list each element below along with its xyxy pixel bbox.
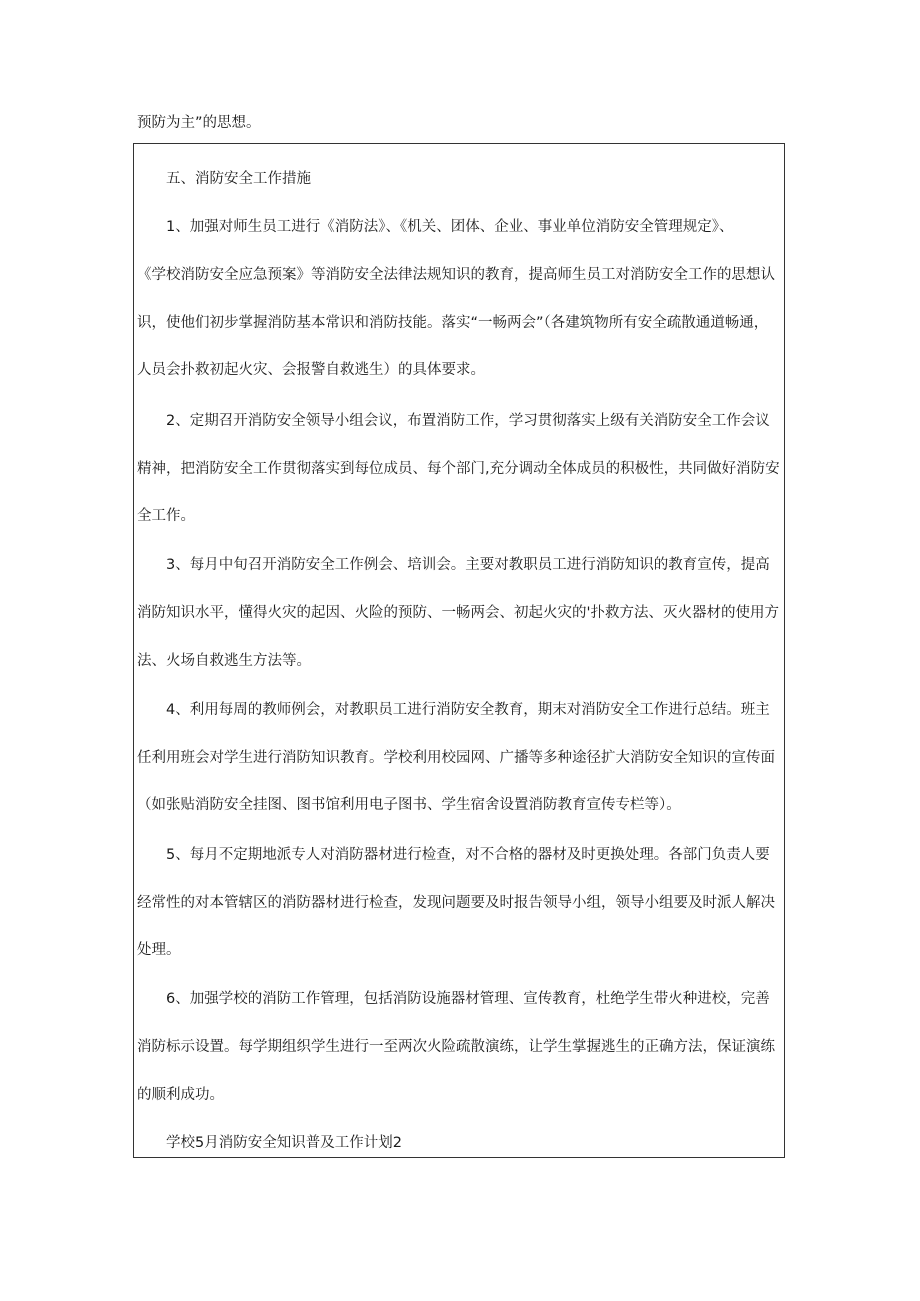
paragraph-3-line-1: 3、每月中旬召开消防安全工作例会、培训会。主要对教职员工进行消防知识的教育宣传，提高: [166, 557, 770, 573]
paragraph-1-line-2: 《学校消防安全应急预案》等消防安全法律法规知识的教育，提高师生员工对消防安全工作的思想认: [137, 267, 775, 283]
paragraph-6-line-2: 消防标示设置。每学期组织学生进行一至两次火险疏散演练，让学生掌握逃生的正确方法，保证演练: [137, 1039, 775, 1055]
paragraph-1-line-3: 识，使他们初步掌握消防基本常识和消防技能。落实“一畅两会”（各建筑物所有安全疏散通道畅通，: [137, 315, 769, 331]
paragraph-5-line-3: 处理。: [137, 942, 181, 958]
paragraph-6-line-1: 6、加强学校的消防工作管理，包括消防设施器材管理、宣传教育，杜绝学生带火种进校，完善: [166, 991, 770, 1007]
paragraph-4-line-1: 4、利用每周的教师例会，对教职员工进行消防安全教育，期末对消防安全工作进行总结。班主: [166, 702, 770, 718]
paragraph-5-line-2: 经常性的对本管辖区的消防器材进行检查，发现问题要及时报告领导小组，领导小组要及时派人解决: [137, 895, 775, 911]
closing-title: 学校5月消防安全知识普及工作计划2: [166, 1135, 402, 1151]
paragraph-6-line-3: 的顺利成功。: [137, 1087, 224, 1103]
paragraph-1-line-4: 人员会扑救初起火灾、会报警自救逃生）的具体要求。: [137, 362, 485, 378]
lead-line: 预防为主”的思想。: [137, 115, 261, 131]
paragraph-2-line-2: 精神，把消防安全工作贯彻落实到每位成员、每个部门,充分调动全体成员的积极性，共同做好消防安: [137, 461, 780, 477]
paragraph-2-line-3: 全工作。: [137, 508, 195, 524]
paragraph-4-line-2: 任利用班会对学生进行消防知识教育。学校利用校园网、广播等多种途径扩大消防安全知识的宣传面: [137, 750, 775, 766]
paragraph-3-line-3: 法、火场自救逃生方法等。: [137, 653, 311, 669]
paragraph-4-line-3: （如张贴消防安全挂图、图书馆利用电子图书、学生宿舍设置消防教育宣传专栏等）。: [137, 797, 681, 813]
paragraph-2-line-1: 2、定期召开消防安全领导小组会议，布置消防工作，学习贯彻落实上级有关消防安全工作会议: [166, 413, 770, 429]
section-heading: 五、消防安全工作措施: [166, 171, 311, 187]
paragraph-3-line-2: 消防知识水平，懂得火灾的起因、火险的预防、一畅两会、初起火灾的'扑救方法、灭火器材的使用方: [137, 605, 779, 621]
paragraph-5-line-1: 5、每月不定期地派专人对消防器材进行检查，对不合格的器材及时更换处理。各部门负责人要: [166, 847, 770, 863]
paragraph-1-line-1: 1、加强对师生员工进行《消防法》、《机关、团体、企业、事业单位消防安全管理规定》、: [166, 219, 734, 235]
